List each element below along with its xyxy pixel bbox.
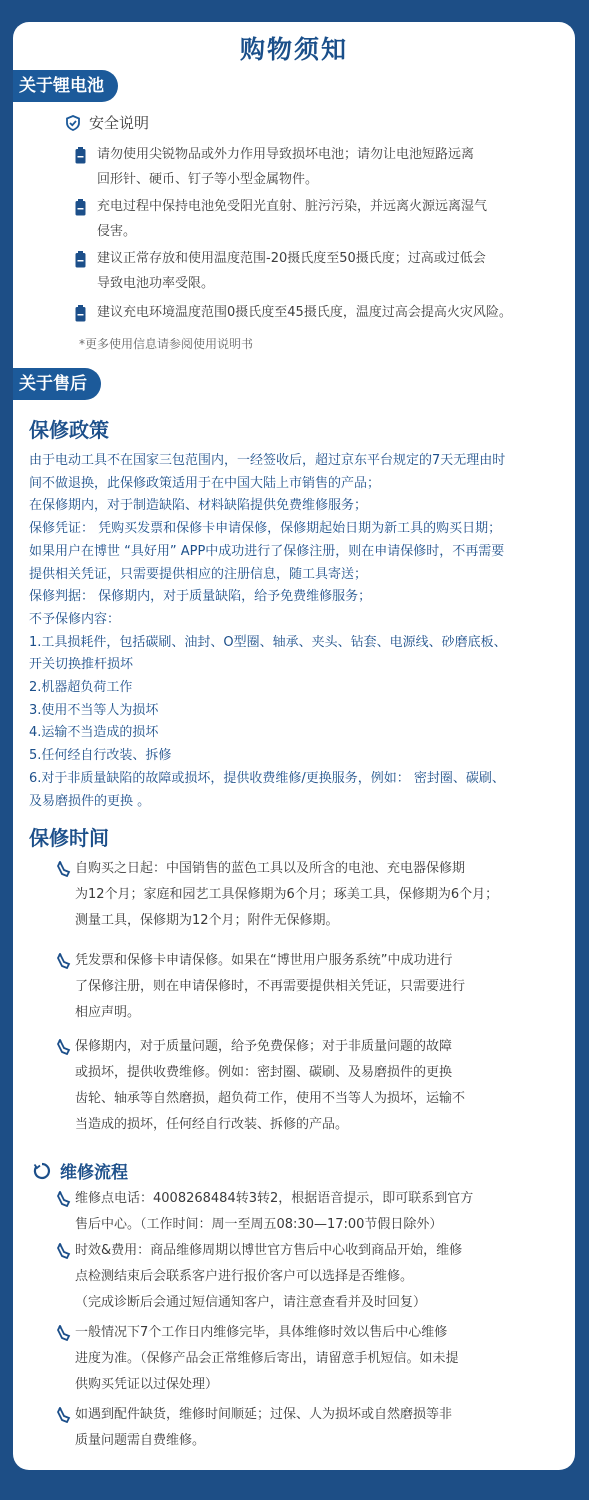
battery-item-line: 回形针、硬币、钉子等小型金属物件。 xyxy=(97,172,319,187)
warranty-heading: 保修时间 xyxy=(29,826,109,850)
pointer-icon xyxy=(57,1325,71,1341)
policy-line: 如果用户在博世 “具好用” APP中成功进行了保修注册，则在申请保修时，不再需要 xyxy=(29,543,505,559)
battery-item xyxy=(75,300,545,325)
warranty-line: 自购买之日起：中国销售的蓝色工具以及所含的电池、充电器保修期 xyxy=(75,861,466,876)
pointer-icon xyxy=(57,1191,71,1207)
policy-line: 5.任何经自行改装、拆修 xyxy=(29,748,172,764)
battery-item xyxy=(75,194,545,244)
policy-line: 4.运输不当造成的损坏 xyxy=(29,725,159,741)
policy-line: 2.机器超负荷工作 xyxy=(29,680,133,696)
battery-item-line: 建议正常存放和使用温度范围-20摄氏度至50摄氏度；过高或过低会 xyxy=(97,251,486,266)
policy-line: 保修凭证： 凭购买发票和保修卡申请保修，保修期起始日期为新工具的购买日期； xyxy=(29,521,502,537)
warranty-line: 相应声明。 xyxy=(75,1005,141,1020)
battery-icon xyxy=(75,305,86,322)
pointer-icon xyxy=(57,1243,71,1259)
battery-item xyxy=(75,142,545,192)
warranty-line: 或损坏，提供收费维修。例如：密封圈、碳刷、及易磨损件的更换 xyxy=(75,1065,453,1080)
safety-heading-text: 安全说明 xyxy=(89,114,150,132)
process-heading-text: 维修流程 xyxy=(60,1163,128,1183)
warranty-line: 齿轮、轴承等自然磨损，超负荷工作，使用不当等人为损坏，运输不 xyxy=(75,1091,466,1106)
warranty-line: 为12个月；家庭和园艺工具保修期为6个月；琢美工具，保修期为6个月； xyxy=(75,887,499,902)
shopping-notice-card xyxy=(13,22,575,1470)
policy-line: 3.使用不当等人为损坏 xyxy=(29,702,159,718)
process-item xyxy=(57,1238,537,1316)
warranty-line: 保修期内，对于质量问题，给予免费保修；对于非质量问题的故障 xyxy=(75,1039,453,1054)
tab-battery: 关于锂电池 xyxy=(13,70,118,102)
tab-after-sales: 关于售后 xyxy=(13,368,101,400)
warranty-item xyxy=(57,1034,537,1138)
process-line: 维修点电话：4008268484转3转2，根据语音提示，即可联系到官方 xyxy=(75,1191,474,1206)
policy-text xyxy=(29,450,569,813)
warranty-line: 了保修注册，则在申请保修时，不再需要提供相关凭证，只需要进行 xyxy=(75,979,466,994)
policy-line: 及易磨损件的更换 。 xyxy=(29,793,151,809)
battery-icon xyxy=(75,251,86,268)
pointer-icon xyxy=(57,953,71,969)
pointer-icon xyxy=(57,861,71,877)
warranty-item xyxy=(57,948,537,1026)
battery-item xyxy=(75,246,545,296)
policy-line: 开关切换推杆损坏 xyxy=(29,657,134,673)
policy-line: 在保修期内，对于制造缺陷、材料缺陷提供免费维修服务； xyxy=(29,498,368,514)
battery-icon xyxy=(75,199,86,216)
battery-item-line: 侵害。 xyxy=(97,224,137,239)
policy-line: 间不做退换，此保修政策适用于在中国大陆上市销售的产品； xyxy=(29,475,381,491)
policy-line: 6.对于非质量缺陷的故障或损坏，提供收费维修/更换服务，例如： 密封圈、碳刷、 xyxy=(29,770,505,786)
process-line: 如遇到配件缺货，维修时间顺延；过保、人为损坏或自然磨损等非 xyxy=(75,1407,453,1422)
policy-heading: 保修政策 xyxy=(29,418,109,442)
process-heading xyxy=(33,1158,128,1183)
process-line: 质量问题需自费维修。 xyxy=(75,1433,206,1448)
process-item xyxy=(57,1320,537,1398)
policy-line: 不予保修内容： xyxy=(29,611,121,627)
manual-note: *更多使用信息请参阅使用说明书 xyxy=(79,337,254,351)
policy-line: 1.工具损耗件，包括碳刷、油封、O型圈、轴承、夹头、钻套、电源线、砂磨底板、 xyxy=(29,634,507,650)
process-line: 供购买凭证以过保处理） xyxy=(75,1377,219,1392)
battery-item-line: 请勿使用尖锐物品或外力作用导致损坏电池；请勿让电池短路远离 xyxy=(97,147,475,162)
process-item xyxy=(57,1186,537,1238)
battery-item-line: 充电过程中保持电池免受阳光直射、脏污污染，并远离火源远离湿气 xyxy=(97,199,488,214)
warranty-line: 当造成的损坏，任何经自行改装、拆修的产品。 xyxy=(75,1117,349,1132)
page-title: 购物须知 xyxy=(239,35,348,64)
process-line: 售后中心。（工作时间：周一至周五08:30—17:00节假日除外） xyxy=(75,1217,443,1232)
process-line: （完成诊断后会通过短信通知客户，请注意查看并及时回复） xyxy=(75,1295,427,1310)
battery-icon xyxy=(75,147,86,164)
battery-item-line: 建议充电环境温度范围0摄氏度至45摄氏度，温度过高会提高火灾风险。 xyxy=(97,305,512,320)
policy-line: 由于电动工具不在国家三包范围内，一经签收后，超过京东平台规定的7天无理由时 xyxy=(29,453,506,468)
shield-icon xyxy=(65,115,81,131)
process-line: 进度为准。（保修产品会正常维修后寄出，请留意手机短信。如未提 xyxy=(75,1351,459,1366)
process-line: 点检测结束后会联系客户进行报价客户可以选择是否维修。 xyxy=(75,1269,414,1284)
battery-item-line: 导致电池功率受限。 xyxy=(97,276,215,291)
process-line: 时效&费用：商品维修周期以博世官方售后中心收到商品开始，维修 xyxy=(75,1243,463,1258)
pointer-icon xyxy=(57,1407,71,1423)
pointer-icon xyxy=(57,1039,71,1055)
loop-icon xyxy=(33,1162,51,1180)
process-line: 一般情况下7个工作日内维修完毕，具体维修时效以售后中心维修 xyxy=(75,1325,448,1340)
warranty-line: 凭发票和保修卡申请保修。如果在“博世用户服务系统”中成功进行 xyxy=(75,953,453,968)
warranty-line: 测量工具，保修期为12个月；附件无保修期。 xyxy=(75,913,339,928)
warranty-item xyxy=(57,856,537,934)
policy-line: 提供相关凭证，只需要提供相应的注册信息，随工具寄送； xyxy=(29,566,368,582)
safety-heading xyxy=(65,112,149,133)
policy-line: 保修判据： 保修期内，对于质量缺陷，给予免费维修服务； xyxy=(29,589,372,605)
process-item xyxy=(57,1402,537,1454)
